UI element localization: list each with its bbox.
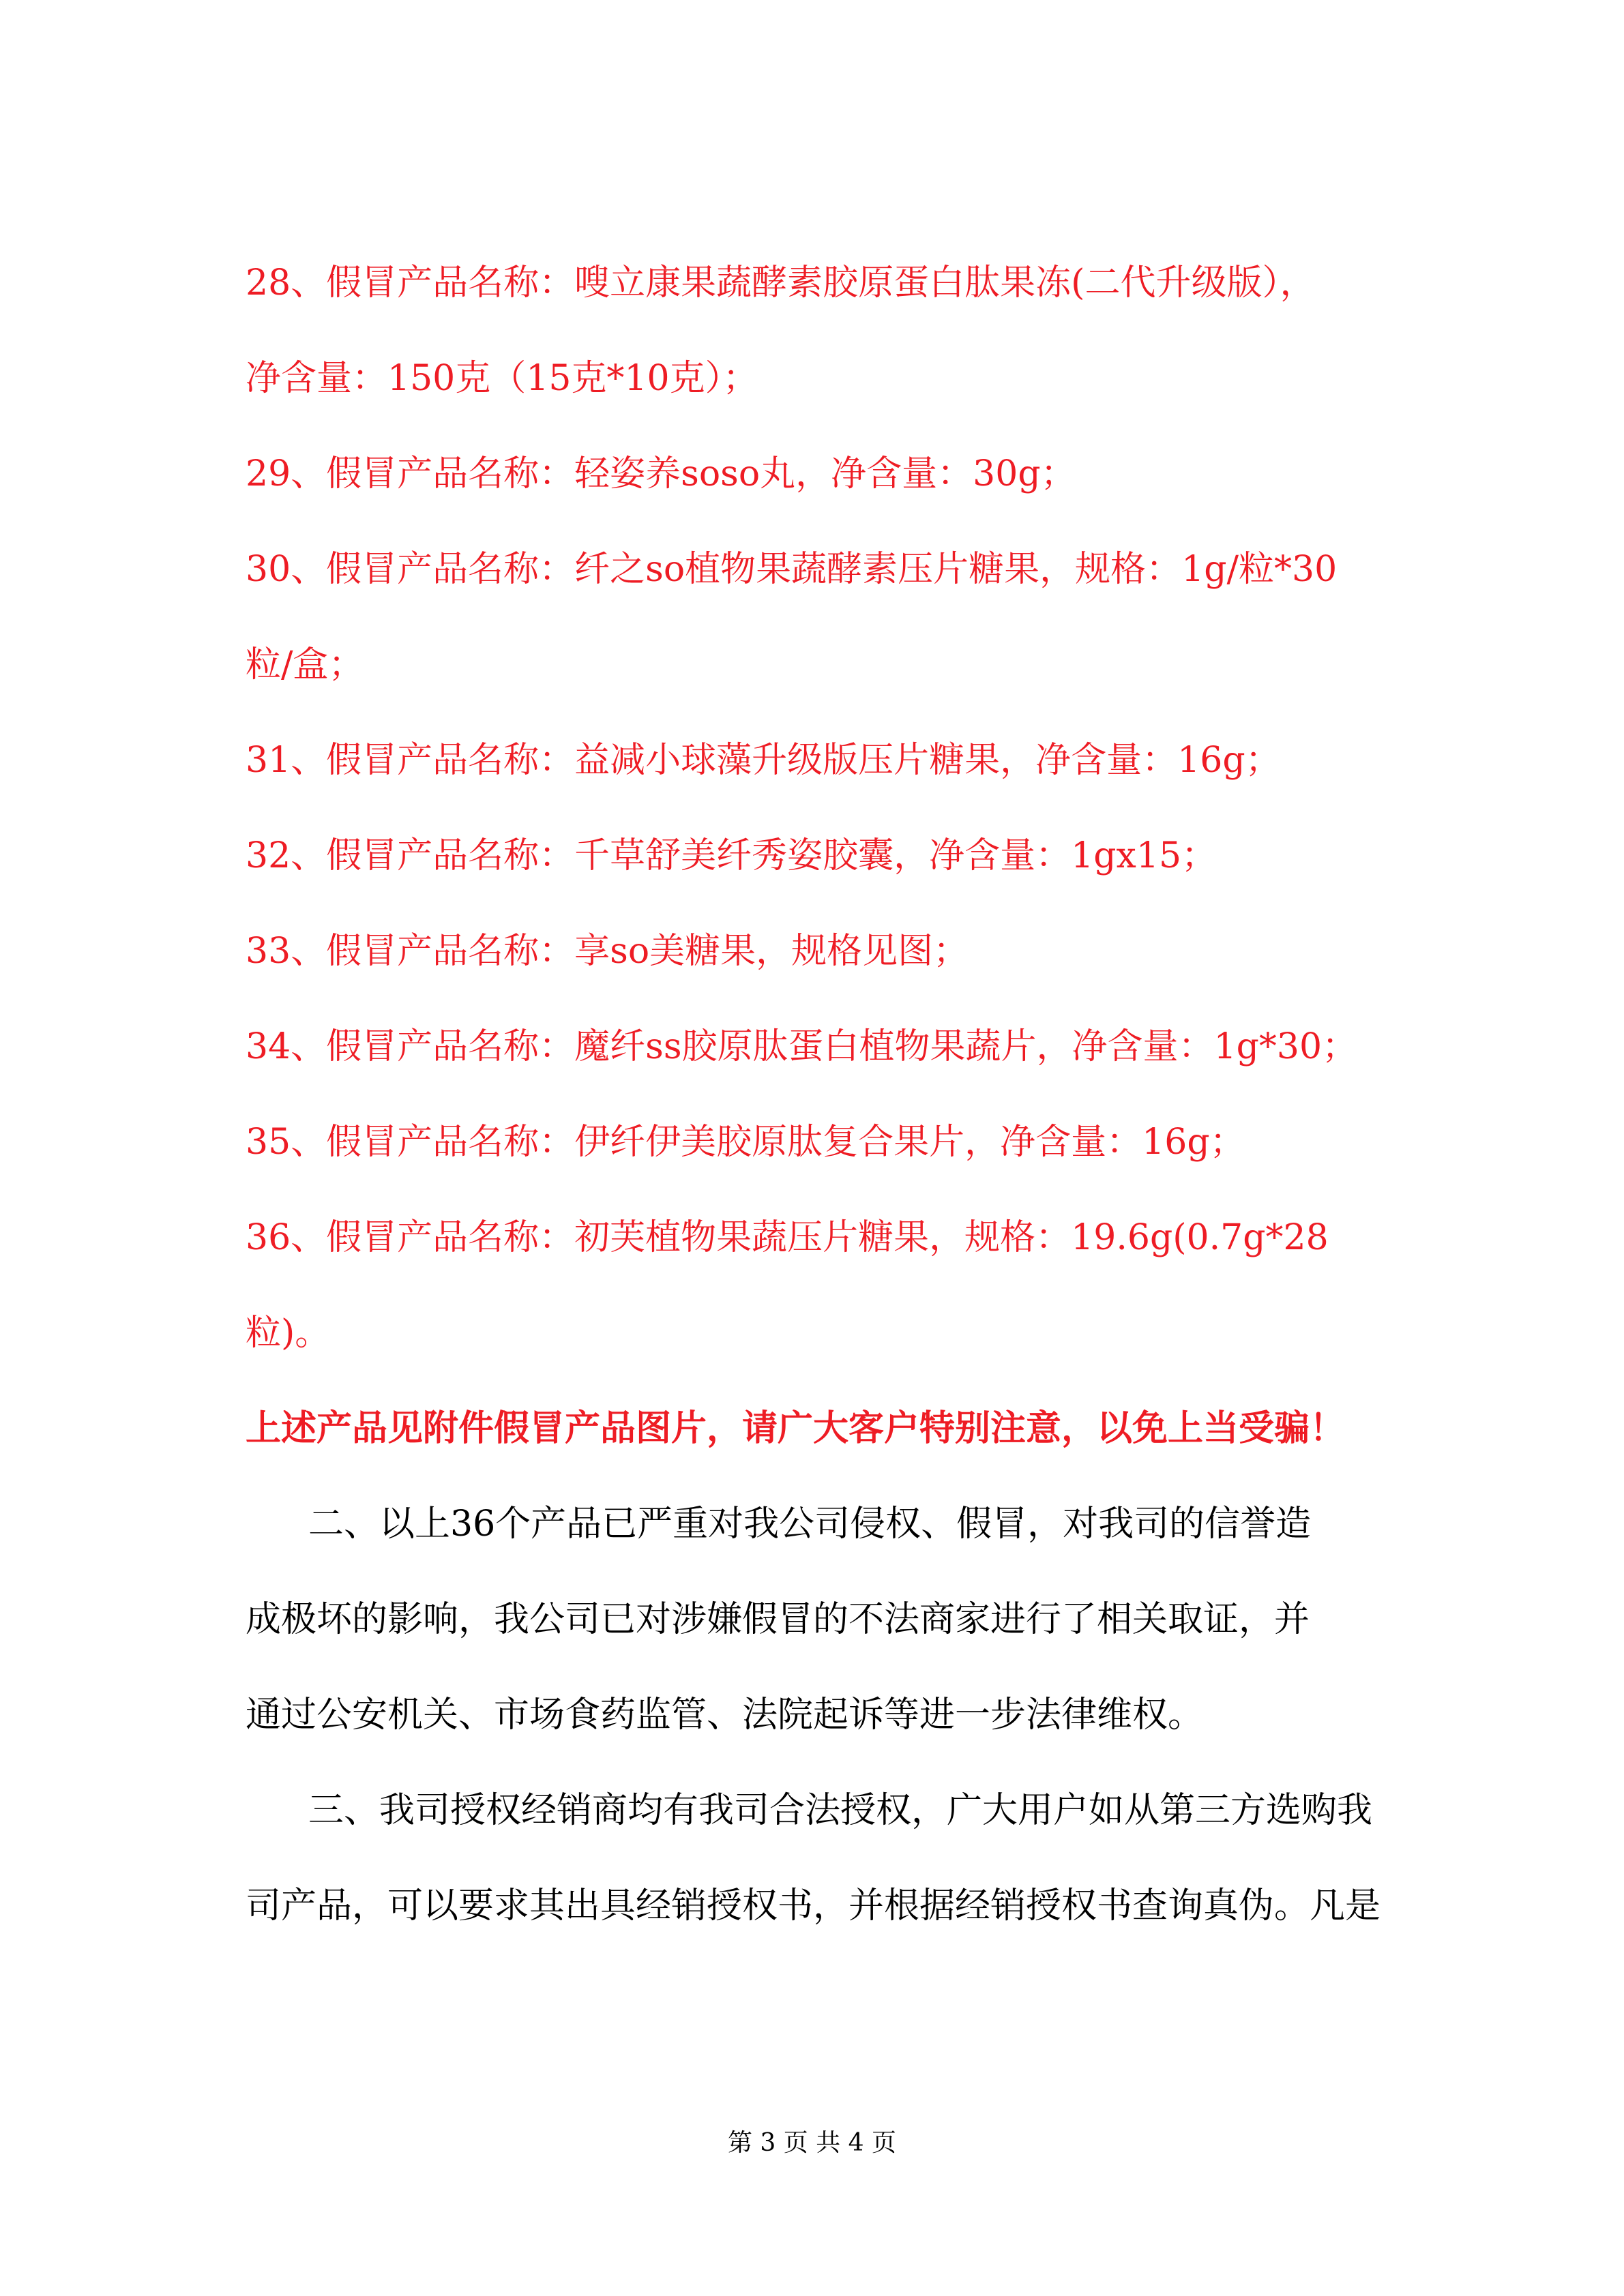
item-33-line: 33、假冒产品名称：享so美糖果，规格见图； <box>246 931 969 972</box>
item-36-line-1: 36、假冒产品名称：初芙植物果蔬压片糖果，规格：19.6g(0.7g*28 <box>246 1217 1329 1258</box>
warning-notice: 上述产品见附件假冒产品图片，请广大客户特别注意，以免上当受骗！ <box>246 1407 1346 1449</box>
document-body <box>246 235 1385 1954</box>
item-32-line: 32、假冒产品名称：千草舒美纤秀姿胶囊，净含量：1gx15； <box>246 835 1217 876</box>
item-36-line-2: 粒)。 <box>246 1313 331 1354</box>
para2-line-3: 通过公安机关、市场食药监管、法院起诉等进一步法律维权。 <box>246 1695 1204 1735</box>
para2-line-1: 二、以上36个产品已严重对我公司侵权、假冒，对我司的信誉造 <box>308 1504 1312 1545</box>
para2-line-2: 成极坏的影响，我公司已对涉嫌假冒的不法商家进行了相关取证，并 <box>246 1599 1310 1640</box>
para3-line-2: 司产品，可以要求其出具经销授权书，并根据经销授权书查询真伪。凡是 <box>246 1885 1381 1926</box>
item-34-line: 34、假冒产品名称：魔纤ss胶原肽蛋白植物果蔬片，净含量：1g*30； <box>246 1026 1358 1067</box>
item-30-line-1: 30、假冒产品名称：纤之so植物果蔬酵素压片糖果，规格：1g/粒*30 <box>246 549 1338 590</box>
item-35-line: 35、假冒产品名称：伊纤伊美胶原肽复合果片，净含量：16g； <box>246 1122 1245 1163</box>
item-30-line-2: 粒/盒； <box>246 644 364 685</box>
item-28-line-2: 净含量：150克（15克*10克）； <box>246 358 758 399</box>
item-28-line-1: 28、假冒产品名称：嗖立康果蔬酵素胶原蛋白肽果冻(二代升级版）， <box>246 263 1316 303</box>
page-number-label: 第 3 页 共 4 页 <box>727 2129 897 2157</box>
para3-line-1: 三、我司授权经销商均有我司合法授权，广大用户如从第三方选购我 <box>308 1790 1373 1831</box>
item-31-line: 31、假冒产品名称：益减小球藻升级版压片糖果，净含量：16g； <box>246 740 1281 781</box>
page-footer <box>0 2126 1624 2160</box>
item-29-line: 29、假冒产品名称：轻姿养soso丸，净含量：30g； <box>246 453 1076 494</box>
